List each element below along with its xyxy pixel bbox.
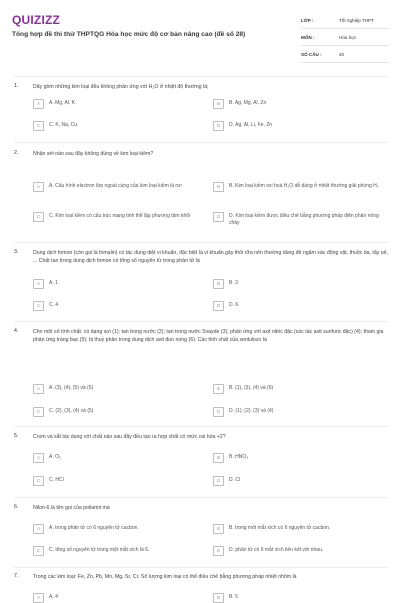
option-c[interactable] bbox=[33, 301, 201, 311]
option-text: C. (2), (3), (4) và (5) bbox=[49, 407, 94, 414]
option-letter: B bbox=[213, 453, 224, 463]
option-b[interactable] bbox=[213, 182, 381, 192]
option-text: C. K, Na, Cu bbox=[49, 121, 78, 128]
option-text: C. tổng số nguyên tử trong một mắt xích là 6. bbox=[49, 546, 150, 553]
option-d[interactable] bbox=[213, 121, 381, 131]
option-letter: B bbox=[213, 182, 224, 192]
option-b[interactable] bbox=[213, 593, 381, 603]
meta-info bbox=[301, 12, 389, 63]
option-text: B. HNO₃ bbox=[229, 453, 249, 460]
option-a[interactable] bbox=[33, 182, 201, 192]
option-text: D. 6 bbox=[229, 301, 239, 308]
meta-label: LỚP : bbox=[301, 17, 314, 23]
option-text: D. Kim loại kiềm được điều chế bằng phương pháp điện phân nóng chảy bbox=[229, 212, 379, 226]
option-b[interactable] bbox=[213, 99, 381, 109]
option-a[interactable] bbox=[33, 99, 201, 109]
option-text: B. (1), (3), (4) và (6) bbox=[229, 384, 274, 391]
option-a[interactable] bbox=[33, 524, 201, 534]
document-title: Tổng hợp đề thi thử THPTQG Hóa học mức độ cơ bản nâng cao (đề số 28) bbox=[12, 31, 246, 38]
option-letter: D bbox=[213, 121, 224, 131]
option-b[interactable] bbox=[213, 524, 381, 534]
option-b[interactable] bbox=[213, 384, 381, 394]
divider bbox=[14, 242, 388, 243]
question-number: 5. bbox=[14, 433, 19, 439]
option-text: A. (3), (4), (5) và (6) bbox=[49, 384, 94, 391]
meta-value: Tốt nghiệp THPT bbox=[339, 17, 374, 23]
option-letter: B bbox=[213, 593, 224, 603]
option-b[interactable] bbox=[213, 453, 381, 463]
option-letter: A bbox=[33, 279, 44, 289]
option-c[interactable] bbox=[33, 476, 201, 486]
option-letter: D bbox=[213, 476, 224, 486]
option-text: D. Ag, Al, Li, Fe, Zn bbox=[229, 121, 273, 128]
divider bbox=[14, 497, 388, 498]
option-a[interactable] bbox=[33, 453, 201, 463]
option-text: A. O₂ bbox=[49, 453, 61, 460]
option-d[interactable] bbox=[213, 546, 381, 556]
divider bbox=[14, 76, 388, 77]
option-d[interactable] bbox=[213, 476, 381, 486]
divider bbox=[14, 142, 388, 143]
question-text: Cho một số tính chất: có dạng sợi (1); tan trong nước (2); tan trong nước Svayde (3); phản ứng với axit nitric đặc (xúc tác axit sunfuric đặc) (4); tham gia phản ứng tráng bạc (5); bị thuỷ phân trong dung dịch axit đun nóng (6). Các tính chất của xenlulozo là bbox=[33, 329, 384, 343]
option-text: B. Kim loại kiềm oxi hoá H₂O dễ dàng ở nhiệt thường giải phóng H₂ bbox=[229, 182, 379, 189]
option-text: A. Mg, Al, K bbox=[49, 99, 76, 106]
question-text: Nhận xét nào sau đây không đúng về kim loại kiềm? bbox=[33, 151, 154, 157]
option-letter: A bbox=[33, 384, 44, 394]
option-letter: C bbox=[33, 476, 44, 486]
meta-value: 40 bbox=[339, 51, 345, 57]
meta-label: SỐ CÂU : bbox=[301, 51, 322, 57]
option-text: A. trong phân tử có 6 nguyên tử cacbon. bbox=[49, 524, 139, 531]
option-letter: B bbox=[213, 279, 224, 289]
question-text: Dung dịch fomon (còn gọi là fomalin) có tác dụng diệt vi khuẩn, đặc biệt là vi khuẩn gây thối rữa nên thường dùng để ngâm xác động vật, thuộc da, tẩy uế, ... Chất tan trong dung dịch fomon có tổng số nguyên tử trong phân tử là bbox=[33, 250, 388, 264]
option-letter: A bbox=[33, 182, 44, 192]
option-text: C. Kim loại kiềm có cấu trúc mạng tinh thể lập phương tâm khối bbox=[49, 212, 191, 219]
option-c[interactable] bbox=[33, 546, 201, 556]
question-number: 4. bbox=[14, 328, 19, 334]
page-header bbox=[0, 0, 400, 66]
option-a[interactable] bbox=[33, 279, 201, 289]
quizizz-logo: QUIZIZZ bbox=[12, 13, 61, 27]
question-text: Crom và sắt tác dụng với chất nào sau đây đều tạo ra hợp chất có mức oxi hóa +2? bbox=[33, 434, 226, 440]
option-letter: D bbox=[213, 212, 224, 222]
question-text: Nilon-6 là tên gọi của poliamit mà bbox=[33, 505, 110, 511]
option-text: B. trong một mắt xích có 6 nguyên tử cacbon. bbox=[229, 524, 331, 531]
option-text: A. Cấu hình electron lớp ngoài cùng của kim loại kiềm là ns¹ bbox=[49, 182, 183, 189]
option-a[interactable] bbox=[33, 593, 201, 603]
option-letter: B bbox=[213, 524, 224, 534]
option-text: B. 3 bbox=[229, 279, 238, 286]
option-letter: B bbox=[213, 384, 224, 394]
meta-row-class bbox=[301, 12, 389, 29]
option-text: C. HCl bbox=[49, 476, 64, 483]
question-number: 1. bbox=[14, 83, 19, 89]
option-b[interactable] bbox=[213, 279, 381, 289]
option-text: D. Cl bbox=[229, 476, 241, 483]
question-number: 2. bbox=[14, 150, 19, 156]
option-d[interactable] bbox=[213, 301, 381, 311]
option-letter: A bbox=[33, 99, 44, 109]
option-d[interactable] bbox=[213, 407, 381, 417]
meta-row-subject bbox=[301, 29, 389, 46]
option-letter: A bbox=[33, 593, 44, 603]
option-text: C. 4 bbox=[49, 301, 59, 308]
question-text: Dãy gồm những kim loại đều không phản ứng với H₂O ở nhiệt độ thường là; bbox=[33, 84, 209, 90]
option-letter: C bbox=[33, 546, 44, 556]
option-d[interactable] bbox=[213, 212, 381, 227]
option-c[interactable] bbox=[33, 121, 201, 131]
question-number: 6. bbox=[14, 504, 19, 510]
option-letter: C bbox=[33, 301, 44, 311]
option-c[interactable] bbox=[33, 212, 201, 222]
option-c[interactable] bbox=[33, 407, 201, 417]
option-letter: D bbox=[213, 546, 224, 556]
question-number: 7. bbox=[14, 573, 19, 579]
divider bbox=[14, 321, 388, 322]
option-letter: C bbox=[33, 407, 44, 417]
option-letter: D bbox=[213, 407, 224, 417]
option-text: D. phân tử có 6 mắt xích liên kết với nhau. bbox=[229, 546, 324, 553]
option-letter: A bbox=[33, 453, 44, 463]
option-a[interactable] bbox=[33, 384, 201, 394]
divider bbox=[14, 567, 388, 568]
option-letter: A bbox=[33, 524, 44, 534]
meta-value: Hóa học bbox=[339, 34, 357, 40]
option-text: B. Ag, Mg, Al, Zn bbox=[229, 99, 267, 106]
meta-label: MÔN : bbox=[301, 34, 315, 40]
question-text: Trong các kim loại: Fe, Zn, Pb, Mn, Mg, Sr, Cr. Số lượng kim loại có thể điều chế bằng phương pháp nhiệt nhôm là bbox=[33, 574, 297, 580]
option-text: B. 5 bbox=[229, 593, 238, 600]
option-letter: D bbox=[213, 301, 224, 311]
option-text: D. (1), (2), (3) và (4) bbox=[229, 407, 274, 414]
option-text: A. 4 bbox=[49, 593, 58, 600]
divider bbox=[14, 426, 388, 427]
option-letter: C bbox=[33, 121, 44, 131]
option-letter: B bbox=[213, 99, 224, 109]
option-letter: C bbox=[33, 212, 44, 222]
option-text: A. 1 bbox=[49, 279, 58, 286]
meta-row-count bbox=[301, 46, 389, 63]
question-number: 3. bbox=[14, 249, 19, 255]
